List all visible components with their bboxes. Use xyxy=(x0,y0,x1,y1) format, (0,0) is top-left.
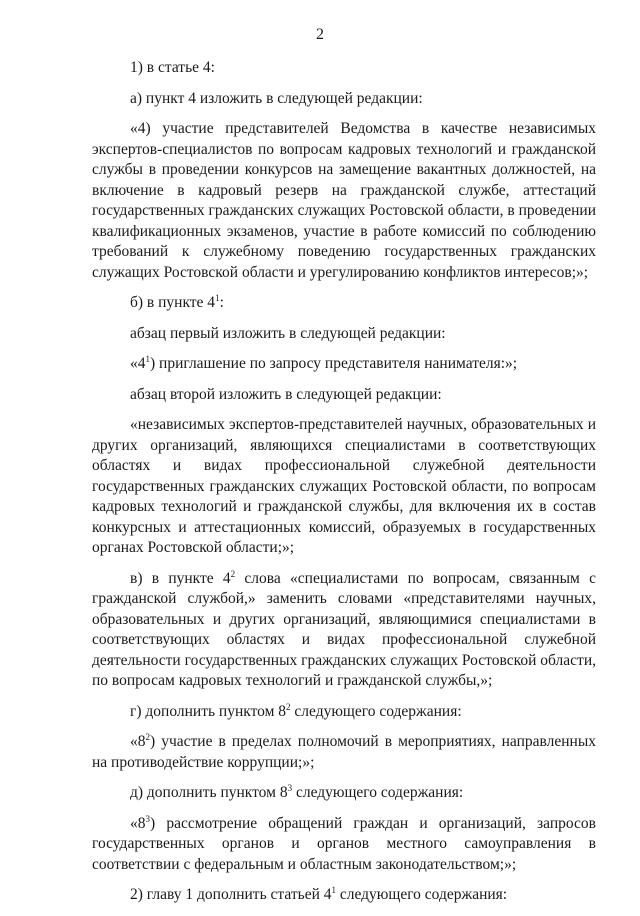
item-point-8-3-intro: д) дополнить пунктом $8^3$ следующего содержания: xyxy=(130,783,464,801)
item-paragraph-second: абзац второй изложить в следующей редакции: xyxy=(130,385,442,403)
item-chapter-1-addition: 2) главу 1 дополнить статьей $4^1$ следующего содержания: xyxy=(130,885,508,903)
item-point-8-3-text: «$8^3$) рассмотрение обращений граждан и организаций, запросов государственных органов и органов местного самоуправления в соответствии с федеральным и областным законодательством;»; xyxy=(92,813,596,873)
item-paragraph-first: абзац первый изложить в следующей редакции: xyxy=(130,324,446,342)
item-point-8-2-intro: г) дополнить пунктом $8^2$ следующего содержания: xyxy=(130,701,462,720)
item-point-4-1-text: «$4^1$) приглашение по запросу представителя нанимателя:»; xyxy=(130,354,518,372)
page-number: 2 xyxy=(316,26,324,43)
item-point-8-2-text: «$8^2$) участие в пределах полномочий в мероприятиях, направленных на противодействие коррупции;»; xyxy=(92,732,596,771)
item-point-4-text: «4) участие представителей Ведомства в качестве независимых экспертов-специалистов по вопросам кадровых технологий и гражданской службы в проведении конкурсов на замещение вакантных должностей, на включение в кадровый резерв на гражданской службе, аттестаций государственных гражданских служащих Ростовской области, в проведении квалификационных экзаменов, участие в работе комиссий по соблюдению требований к служебному поведению государственных гражданских служащих Ростовской области и урегулированию конфликтов интересов;»; xyxy=(92,120,596,281)
item-article-4: 1) в статье 4: xyxy=(130,59,215,76)
item-point-4-2: в) в пункте $4^2$ слова «специалистами по вопросам, связанным с гражданской службой,» заменить словами «представителями научных, образовательных и других организаций, являющимися специалистами в соответствующих областях и видах профессиональной служебной деятельности государственных гражданских служащих Ростовской области, по вопросам кадровых технологий и гражданской службы,»; xyxy=(92,568,596,689)
item-point-4-1-intro: б) в пункте $4^1$: xyxy=(130,293,224,311)
document-body xyxy=(92,58,596,916)
item-point-4-intro: а) пункт 4 изложить в следующей редакции: xyxy=(130,89,423,107)
item-experts-text: «независимых экспертов-представителей научных, образовательных и других организаций, являющихся специалистами в соответствующих областях и видах профессиональной служебной деятельности государственных гражданских служащих Ростовской области, по вопросам кадровых технологий и гражданской службы, для включения их в состав конкурсных и аттестационных комиссий, образуемых в государственных органах Ростовской области;»; xyxy=(92,416,596,556)
